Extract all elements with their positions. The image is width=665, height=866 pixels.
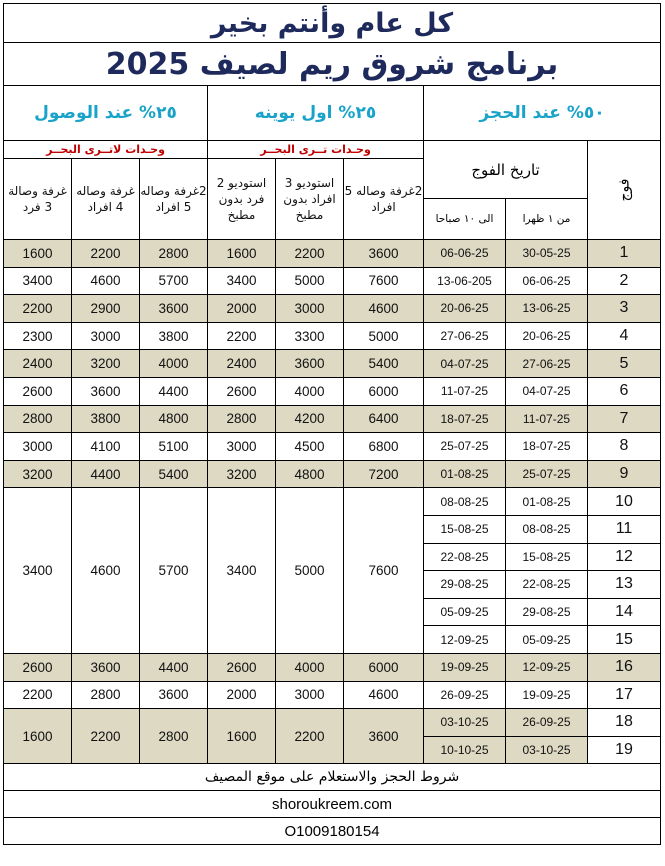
price-sea-room-5: 6000 [344,377,424,405]
price-sea-studio-3: 3600 [276,350,344,378]
price-nosea-3: 2800 [4,405,72,433]
price-sea-room-5: 6000 [344,653,424,681]
date-to: 04-07-25 [424,350,506,378]
date-to: 18-07-25 [424,405,506,433]
date-to: 29-08-25 [424,571,506,599]
price-sea-studio-2: 2600 [208,377,276,405]
table-row [4,322,661,350]
date-to: 13-06-205 [424,267,506,295]
fawj-number: 3 [588,295,661,323]
price-sea-room-5: 5000 [344,322,424,350]
fawj-number: 8 [588,433,661,461]
price-nosea-5: 3800 [140,322,208,350]
phone-number[interactable]: O1009180154 [4,818,661,845]
price-sea-studio-3: 4000 [276,377,344,405]
fawj-number: 2 [588,267,661,295]
fawj-number: 19 [588,736,661,764]
fawj-number: 11 [588,515,661,543]
date-from: 18-07-25 [506,433,588,461]
price-nosea-3: 2600 [4,653,72,681]
price-nosea-3: 3200 [4,460,72,488]
date-to: 20-06-25 [424,295,506,323]
price-nosea-4: 3200 [72,350,140,378]
price-sea-studio-2: 3400 [208,267,276,295]
col-nosea-room-3: غرفة وصالة 3 فرد [4,159,72,240]
table-row [4,488,661,516]
date-from: 26-09-25 [506,709,588,737]
fawj-number: 9 [588,460,661,488]
price-sea-room-5: 6800 [344,433,424,461]
table-row [4,653,661,681]
group-sea-view: وحـدات تــرى البحــر [208,141,424,159]
price-nosea-3: 2200 [4,295,72,323]
table-row [4,377,661,405]
price-sea-studio-3: 3000 [276,295,344,323]
table-row [4,433,661,461]
date-to: 19-09-25 [424,653,506,681]
price-sea-room-5: 7600 [344,488,424,654]
table-row [4,267,661,295]
fawj-number: 5 [588,350,661,378]
fawj-number: 18 [588,709,661,737]
payment-on-booking: ٥٠% عند الحجز [424,86,661,141]
price-nosea-5: 3600 [140,295,208,323]
date-to: 03-10-25 [424,709,506,737]
fawj-number: 12 [588,543,661,571]
price-nosea-5: 5400 [140,460,208,488]
date-from: 19-09-25 [506,681,588,709]
date-to: 05-09-25 [424,598,506,626]
col-nosea-room-4: غرفة وصاله 4 افراد [72,159,140,240]
price-nosea-3: 2600 [4,377,72,405]
fawj-label: فوج [616,178,632,202]
date-to: 27-06-25 [424,322,506,350]
fawj-number: 15 [588,626,661,654]
fawj-number: 7 [588,405,661,433]
date-from: 20-06-25 [506,322,588,350]
price-sea-room-5: 5400 [344,350,424,378]
fawj-number: 1 [588,240,661,268]
date-to: 26-09-25 [424,681,506,709]
table-row [4,460,661,488]
fawj-number: 16 [588,653,661,681]
price-sea-room-5: 3600 [344,709,424,764]
greeting: كل عام وأنتم بخير [4,4,661,43]
date-from: 06-06-25 [506,267,588,295]
price-sea-studio-2: 3200 [208,460,276,488]
price-nosea-3: 2200 [4,681,72,709]
fawj-number: 13 [588,571,661,599]
date-to: 08-08-25 [424,488,506,516]
col-sea-studio-2: استوديو 2 فرد بدون مطبخ [208,159,276,240]
fawj-number: 10 [588,488,661,516]
date-to: 22-08-25 [424,543,506,571]
date-to: 12-09-25 [424,626,506,654]
date-from: 11-07-25 [506,405,588,433]
price-nosea-5: 3600 [140,681,208,709]
price-sea-studio-3: 4500 [276,433,344,461]
price-nosea-5: 5700 [140,488,208,654]
price-nosea-3: 3000 [4,433,72,461]
price-sea-studio-2: 1600 [208,709,276,764]
date-to: 25-07-25 [424,433,506,461]
price-sea-studio-2: 1600 [208,240,276,268]
price-nosea-3: 3400 [4,267,72,295]
price-nosea-5: 5700 [140,267,208,295]
price-sea-studio-2: 2400 [208,350,276,378]
price-nosea-5: 5100 [140,433,208,461]
date-from: 29-08-25 [506,598,588,626]
price-nosea-3: 1600 [4,240,72,268]
table-row [4,295,661,323]
col-sea-room-5: 2غرفة وصاله 5 افراد [344,159,424,240]
table-row [4,350,661,378]
date-from: 25-07-25 [506,460,588,488]
price-sea-studio-2: 2800 [208,405,276,433]
price-sea-studio-2: 2200 [208,322,276,350]
program-title: برنامج شروق ريم لصيف 2025 [4,43,661,86]
table-row [4,681,661,709]
price-nosea-5: 4400 [140,377,208,405]
price-nosea-5: 4400 [140,653,208,681]
price-sea-room-5: 7200 [344,460,424,488]
price-sea-studio-3: 2200 [276,240,344,268]
date-to: 06-06-25 [424,240,506,268]
table-row [4,240,661,268]
price-sea-studio-2: 2600 [208,653,276,681]
price-sea-room-5: 3600 [344,240,424,268]
price-sea-room-5: 4600 [344,681,424,709]
price-nosea-3: 2300 [4,322,72,350]
payment-first-june: ٢٥% اول يوينه [208,86,424,141]
price-sea-studio-3: 4000 [276,653,344,681]
date-from: 30-05-25 [506,240,588,268]
date-from: 01-08-25 [506,488,588,516]
price-nosea-4: 3600 [72,653,140,681]
price-nosea-5: 2800 [140,240,208,268]
price-sea-studio-3: 5000 [276,267,344,295]
date-from: 03-10-25 [506,736,588,764]
col-nosea-room-5: 2غرفة وصاله 5 افراد [140,159,208,240]
price-nosea-4: 2800 [72,681,140,709]
fawj-number: 4 [588,322,661,350]
date-to: 10-10-25 [424,736,506,764]
price-sea-studio-2: 3400 [208,488,276,654]
price-nosea-5: 2800 [140,709,208,764]
date-to: 11-07-25 [424,377,506,405]
price-nosea-4: 2900 [72,295,140,323]
date-from: 15-08-25 [506,543,588,571]
date-to: 01-08-25 [424,460,506,488]
price-nosea-5: 4000 [140,350,208,378]
from-noon-header: من ١ ظهرا [506,199,588,240]
date-from: 12-09-25 [506,653,588,681]
price-sea-studio-3: 3000 [276,681,344,709]
price-sea-studio-3: 5000 [276,488,344,654]
date-from: 05-09-25 [506,626,588,654]
price-nosea-4: 4400 [72,460,140,488]
date-from: 13-06-25 [506,295,588,323]
table-row [4,405,661,433]
price-nosea-3: 1600 [4,709,72,764]
to-morning-header: الى ١٠ صباحا [424,199,506,240]
price-sea-studio-2: 2000 [208,295,276,323]
date-from: 08-08-25 [506,515,588,543]
price-sea-studio-2: 2000 [208,681,276,709]
website-link[interactable]: shoroukreem.com [4,791,661,818]
fawj-header [588,141,661,240]
group-no-sea-view: وحـدات لاتــرى البحــر [4,141,208,159]
price-nosea-3: 3400 [4,488,72,654]
fawj-number: 17 [588,681,661,709]
price-nosea-4: 3600 [72,377,140,405]
price-sea-studio-3: 4800 [276,460,344,488]
trip-date-header: تاريخ الفوج [424,141,588,199]
price-nosea-4: 3000 [72,322,140,350]
date-from: 22-08-25 [506,571,588,599]
col-sea-studio-3: استوديو 3 افراد بدون مطبخ [276,159,344,240]
price-nosea-4: 4600 [72,488,140,654]
price-sea-studio-3: 4200 [276,405,344,433]
price-nosea-5: 4800 [140,405,208,433]
price-sea-room-5: 6400 [344,405,424,433]
price-nosea-4: 4100 [72,433,140,461]
table-row [4,709,661,737]
price-nosea-4: 4600 [72,267,140,295]
fawj-number: 14 [588,598,661,626]
date-from: 04-07-25 [506,377,588,405]
price-sea-studio-3: 2200 [276,709,344,764]
price-sheet [3,3,661,845]
fawj-number: 6 [588,377,661,405]
date-from: 27-06-25 [506,350,588,378]
price-nosea-4: 2200 [72,240,140,268]
price-nosea-4: 2200 [72,709,140,764]
payment-on-arrival: ٢٥% عند الوصول [4,86,208,141]
price-sea-room-5: 7600 [344,267,424,295]
price-sea-room-5: 4600 [344,295,424,323]
price-sea-studio-2: 3000 [208,433,276,461]
price-nosea-4: 3800 [72,405,140,433]
date-to: 15-08-25 [424,515,506,543]
price-nosea-3: 2400 [4,350,72,378]
price-sea-studio-3: 3300 [276,322,344,350]
booking-terms: شروط الحجز والاستعلام على موقع المصيف [4,764,661,791]
